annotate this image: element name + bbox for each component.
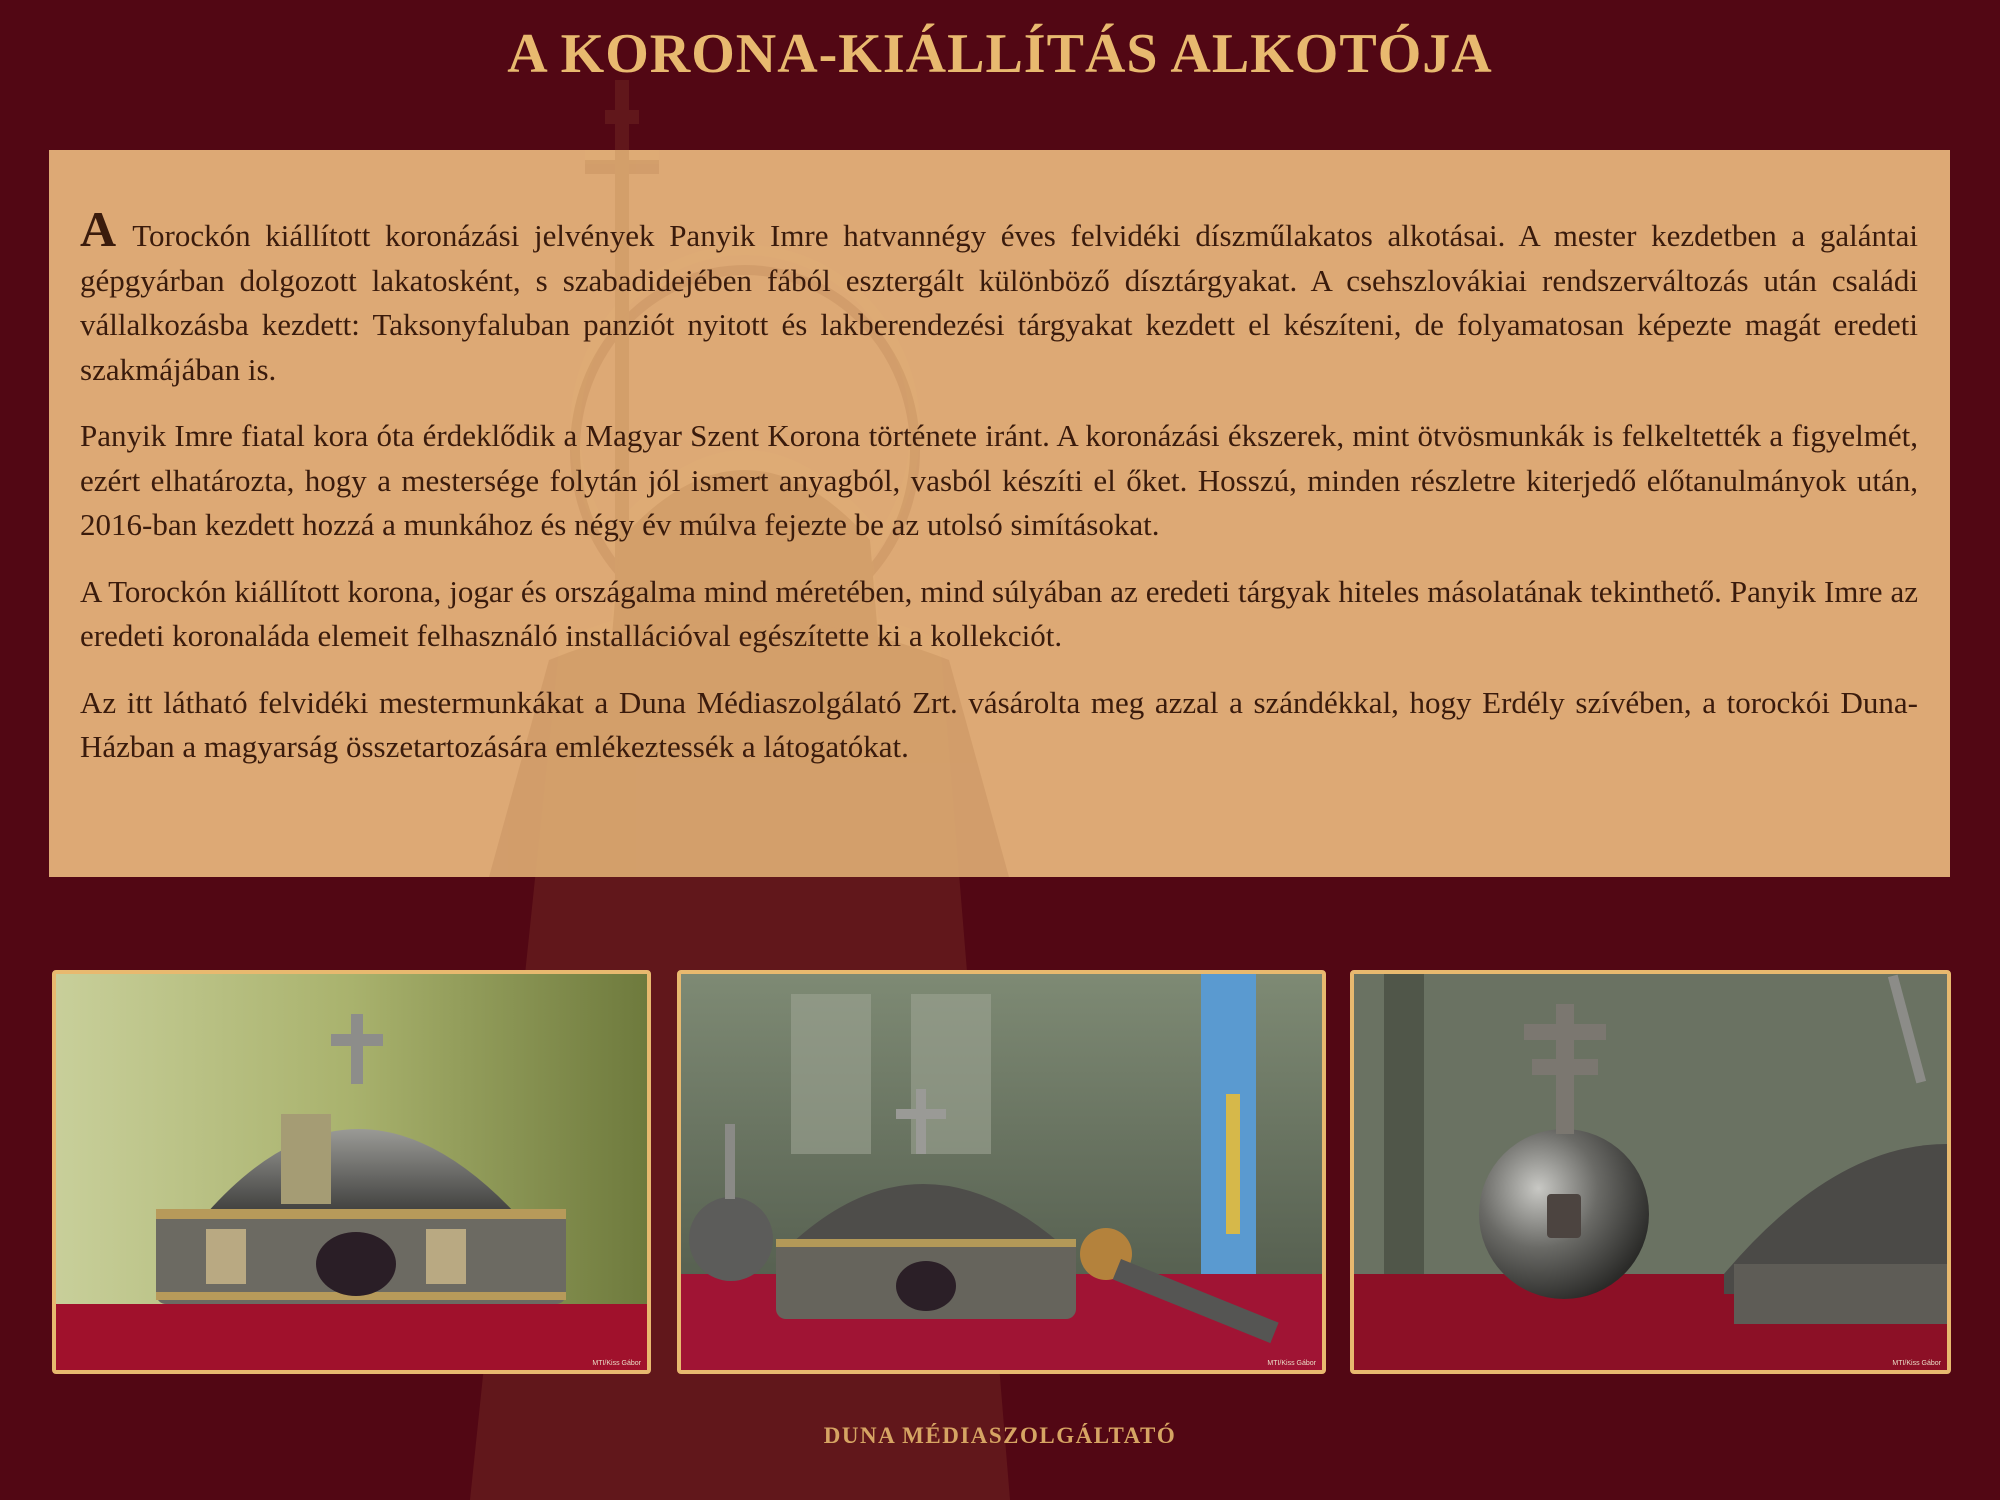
photo-regalia-set	[677, 970, 1326, 1374]
text-panel	[49, 150, 1950, 877]
photo-crown-closeup	[52, 970, 651, 1374]
orb-closeup-image	[1354, 974, 1947, 1370]
page-title: A KORONA-KIÁLLÍTÁS ALKOTÓJA	[507, 23, 1493, 85]
regalia-set-image	[681, 974, 1322, 1370]
footer-brand: DUNA MÉDIASZOLGÁLTATÓ	[823, 1423, 1177, 1448]
paragraph-3: A Torockón kiállított korona, jogar és országalma mind méretében, mind súlyában az eredeti tárgyak hiteles másolatának tekinthető. Panyik Imre az eredeti koronaláda elemeit felhasználó installációval egészítette ki a kollekciót.	[80, 573, 1918, 653]
crown-closeup-image	[56, 974, 647, 1370]
photo-credit: MTI/Kiss Gábor	[1892, 1360, 1941, 1367]
drop-cap: A	[80, 201, 117, 257]
paragraph-2: Panyik Imre fiatal kora óta érdeklődik a Magyar Szent Korona története iránt. A koronázási ékszerek, mint ötvösmunkák is felkeltették a figyelmét, ezért elhatározta, hogy a mestersége folytán jól ismert anyagból, vasból készíti el őket. Hosszú, minden részletre kiterjedő előtanulmányok után, 2016-ban kezdett hozzá a munkához és négy év múlva fejezte be az utolsó simításokat.	[80, 418, 1918, 542]
photo-credit: MTI/Kiss Gábor	[592, 1360, 641, 1367]
paragraph-1-text: Torockón kiállított koronázási jelvények Panyik Imre hatvannégy éves felvidéki díszműlakatos alkotásai. A mester kezdetben a galántai gépgyárban dolgozott lakatosként, s szabadidejében fából esztergált különböző dísztárgyakat. A csehszlovákiai rendszerváltozás után családi vállalkozásba kezdett: Taksonyfaluban panziót nyitott és lakberendezési tárgyakat kezdett el készíteni, de folyamatosan képezte magát eredeti szakmájában is.	[80, 218, 1918, 387]
photo-credit: MTI/Kiss Gábor	[1267, 1360, 1316, 1367]
paragraph-1	[80, 201, 1918, 392]
photo-orb-closeup	[1350, 970, 1951, 1374]
paragraph-4: Az itt látható felvidéki mestermunkákat a Duna Médiaszolgálató Zrt. vásárolta meg azzal a szándékkal, hogy Erdély szívében, a torockói Duna-Házban a magyarság összetartozására emlékeztessék a látogatókat.	[80, 684, 1918, 764]
